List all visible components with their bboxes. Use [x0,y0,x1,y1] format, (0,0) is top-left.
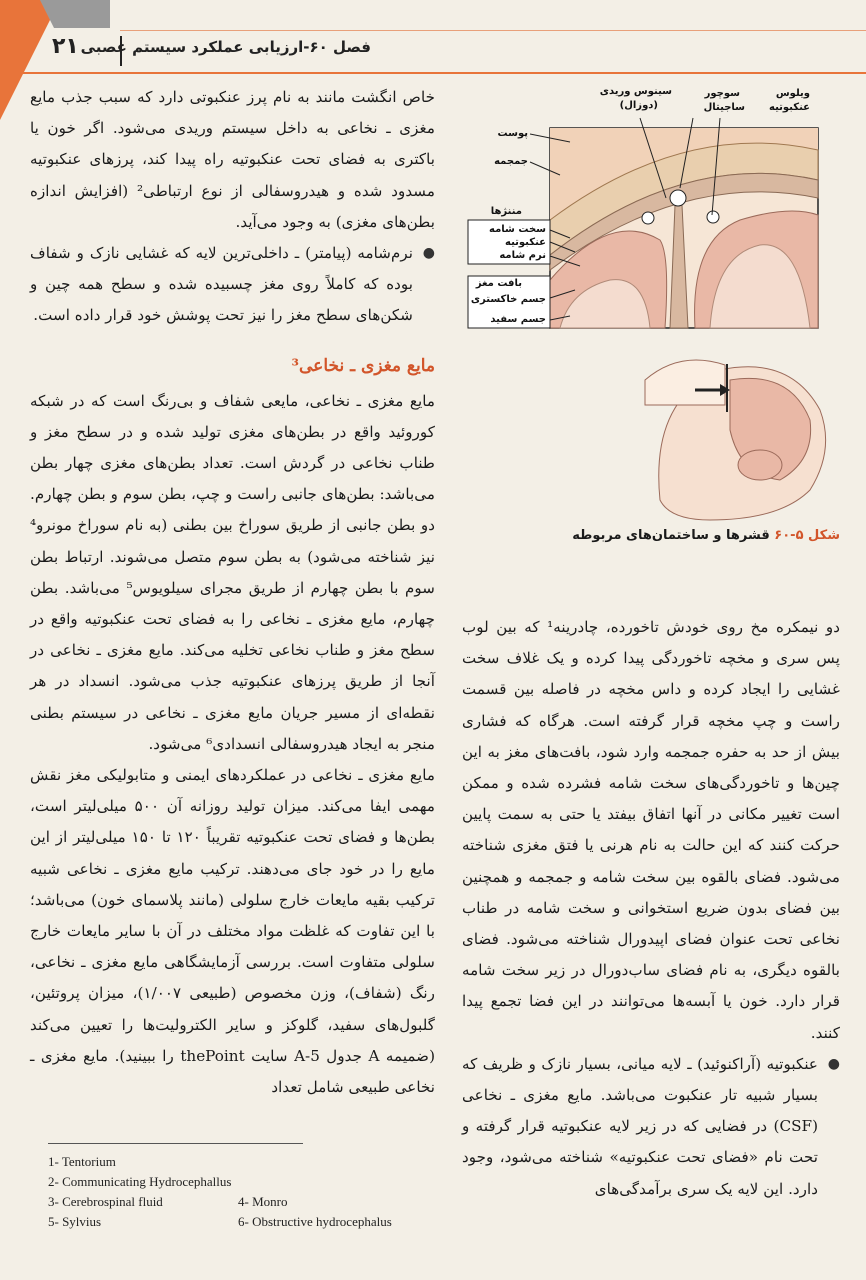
footnote-3: 3- Cerebrospinal fluid [48,1194,163,1209]
figure-caption-number: شکل ۵-۶۰ [774,528,840,543]
bullet-pia [30,238,435,332]
label-sinus: سینوس وریدی [599,86,672,97]
bullet-pia-text: نرم‌شامه (پیامتر) ـ داخلی‌ترین لایه که غشایی نازک و شفاف بوده که کاملاً روی مغز چسبیده شده و سطح همه چین و شکن‌های سطح مغز را نیز تحت پوشش خود قرار داده است. [30,244,413,325]
label-villi-2: عنکبوتیه [769,102,810,113]
footnote-4: 4- Monro [238,1194,288,1209]
footnote-6: 6- Obstructive hydrocephalus [238,1214,392,1229]
label-brain-tissue: بافت مغز [475,278,522,289]
label-dura: سخت شامه [489,224,546,235]
page-number: ۲۱ [52,34,79,59]
figure-caption [470,528,840,543]
footnote-1: 1- Tentorium [48,1154,116,1169]
label-white-matter: جسم سفید [490,314,546,325]
chapter-title: فصل ۶۰-ارزیابی عملکرد سیستم عصبی [80,38,371,56]
header-rule [10,72,866,74]
label-arachnoid: عنکبوتیه [505,237,546,248]
bullet-dot-icon: ● [422,245,435,262]
label-skin: پوست [497,128,528,139]
label-skull: جمجمه [494,156,528,167]
bullet-arachnoid-text: عنکبوتیه (آراکنوئید) ـ لایه میانی، بسیار نازک و ظریف که بسیار شبیه تار عنکبوت می‌باشد. مایع مغزی ـ نخاعی (CSF) در فضایی که در زیر لایه عنکبوتیه قرار گرفته و تحت نام «فضای تحت عنکبوتیه» شناخته می‌شود، وجود دارد. این لایه یک سری برآمدگی‌های [462,1054,818,1198]
label-suture: سوچور [704,88,740,99]
paragraph-csf-1: مایع مغزی ـ نخاعی، مایعی شفاف و بی‌رنگ است که در شبکه کوروئید واقع در بطن‌های مغزی تولید شده و در سطح مغز و طناب نخاعی در گردش است. تعداد بطن‌های مغزی چهار بطن می‌باشد: بطن‌های جانبی راست و چپ، بطن سوم و بطن چهارم. دو بطن جانبی از طریق سوراخ بین بطنی (به نام سوراخ مونرو⁴ نیز شناخته می‌شود) به بطن سوم متصل می‌شوند. ارتباط بطن سوم با بطن چهارم از طریق مجرای سیلویوس⁵ می‌باشد. بطن چهارم، مایع مغزی ـ نخاعی را به فضای تحت عنکبوتیه واقع در سطح مغز و طناب نخاعی تخلیه می‌کند. مایع مغزی ـ نخاعی در آنجا از طریق پرزهای عنکبوتیه جذب می‌شود. انسداد در هر نقطه‌ای از مسیر جریان مایع مغزی ـ نخاعی در سیستم بطنی منجر به ایجاد هیدروسفالی انسدادی⁶ می‌شود. [30,391,436,753]
label-pia: نرم شامه [499,250,546,261]
paragraph-dura: دو نیمکره مخ روی خودش تاخورده، چادرینه¹ که بین لوب پس سری و مخچه تاخوردگی پیدا کرده و یک غلاف سخت غشایی را ایجاد کرده و داس مخچه در فاصله بین قسمت راست و چپ مخچه قرار گرفته است. هرگاه که فشاری بیش از حد به حفره جمجمه وارد شود، بافت‌های مغز به این چین‌ها و تاخوردگی‌های سخت شامه فشرده شده و ممکن است تغییر مکانی در آنها اتفاق بیفتد یا حتی به سمت پایین حرکت کنند که این حالت به نام هرنی یا فتق مغزی شناخته می‌شود. فضای بالقوه بین سخت شامه و جمجمه و همچنین بین فضای بدون ضریع استخوانی و سخت شامه در طناب نخاعی تحت عنوان فضای اپیدورال شناخته می‌شود. فضای بالقوه دیگری، به نام فضای ساب‌دورال در زیر سخت شامه قرار دارد. خون یا آبسه‌ها می‌توانند در این فضا تجمع پیدا کنند. [462,618,840,1042]
label-gray-matter: جسم خاکستری [470,294,546,305]
paragraph-intro: خاص انگشت مانند به نام پرز عنکبوتی دارد که سبب جذب مایع مغزی ـ نخاعی به داخل سیستم وریدی می‌شود. اگر خون یا باکتری به فضای تحت عنکبوتیه راه پیدا کند، پرزهای عنکبوتیه مسدود شده و هیدروسفالی از نوع ارتباطی² (افزایش اندازه بطن‌های مغزی) به وجود می‌آید. [30,88,435,231]
bullet-dot-icon: ● [827,1055,840,1072]
bullet-arachnoid [462,1049,840,1205]
footnote-rule [48,1143,303,1144]
left-column [30,82,435,1103]
right-column [462,612,840,1205]
figure-caption-text: قشرها و ساختمان‌های مربوطه [572,528,770,543]
label-meninges: مننژها [490,206,522,217]
paragraph-csf-2: مایع مغزی ـ نخاعی در عملکردهای ایمنی و متابولیکی مغز نقش مهمی ایفا می‌کند. میزان تولید روزانه آن ۵۰۰ میلی‌لیتر است، بطن‌ها و فضای تحت عنکبوتیه تقریباً ۱۲۰ تا ۱۵۰ میلی‌لیتر از این مایع را در خود جای می‌دهند. ترکیب مایع مغزی ـ نخاعی شبیه ترکیب بقیه مایعات خارج سلولی (مانند پلاسمای خون) می‌باشد؛ با این تفاوت که غلظت مواد مختلف در آن با سایر مایعات خارج سلولی متفاوت است. بررسی آزمایشگاهی مایع مغزی ـ نخاعی، رنگ (شفاف)، وزن مخصوص (طبیعی ۱/۰۰۷)، میزان پروتئین، گلبول‌های سفید، گلوکز و سایر الکترولیت‌ها را تعیین می‌کند (ضمیمه A جدول 5-A سایت thePoint را ببینید). مایع مغزی ـ نخاعی طبیعی شامل تعداد [30,766,436,1097]
label-sinus-2: (دوزال) [619,100,658,111]
label-suture-2: ساجیتال [703,102,745,113]
section-title-csf: مایع مغزی ـ نخاعی³ [291,355,435,376]
header-thin-rule [120,30,866,31]
footnote-5: 5- Sylvius [48,1214,102,1229]
meninges-figure [450,80,840,525]
label-villi: ویلوس [775,88,810,99]
footnote-2: 2- Communicating Hydrocephallus [48,1174,232,1189]
